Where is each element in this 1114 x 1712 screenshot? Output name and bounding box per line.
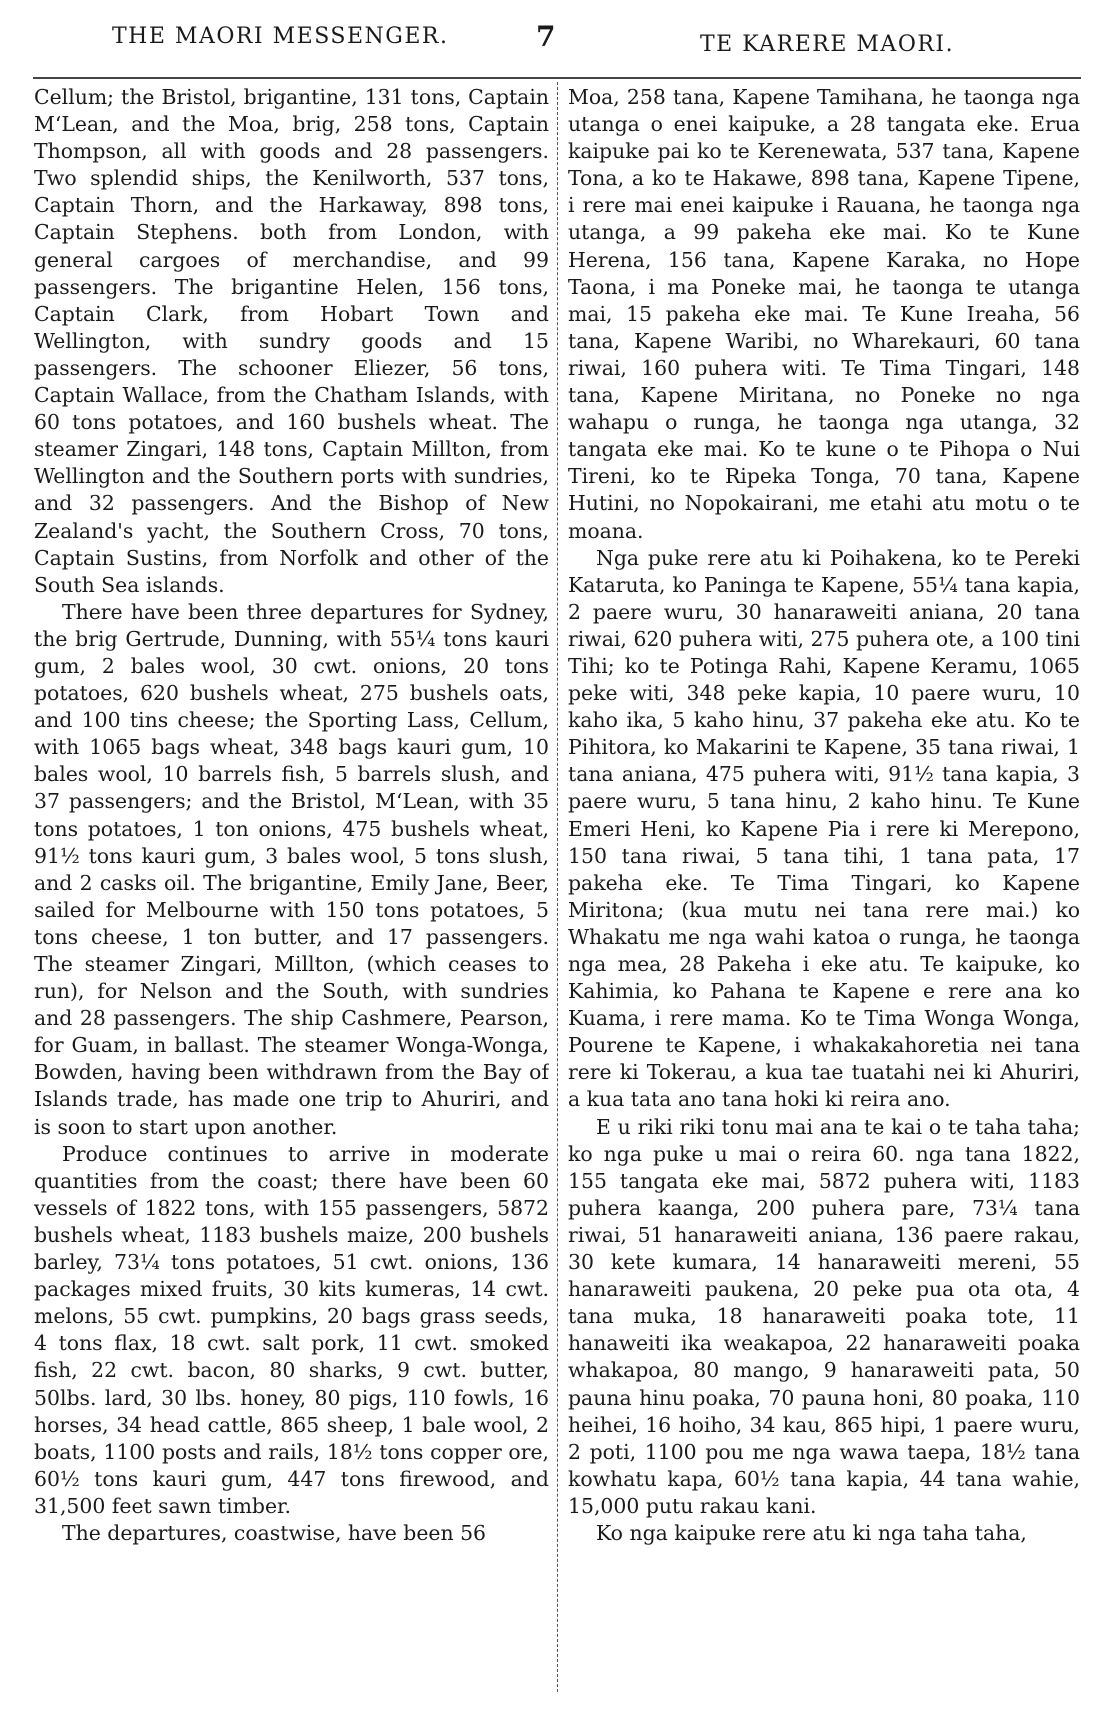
maori-paragraph-2: Nga puke rere atu ki Poihakena, ko te Pereki Kataruta, ko Paninga te Kapene, 55¼ tana kapia, 2 paere wuru, 30 hanaraweiti aniana, 20 tana riwai, 620 puhera witi, 275 puhera ote, a 100 tini Tihi; ko te Potinga Rahi, Kapene Keramu, 1065 peke witi, 348 peke kapia, 10 paere wuru, 10 kaho ika, 5 kaho hinu, 37 pakeha eke atu. Ko te Pihitora, ko Makarini te Kapene, 35 tana riwai, 1 tana aniana, 475 puhera witi, 91½ tana kapia, 3 paere wuru, 5 tana hinu, 2 kaho hinu. Te Kune Emeri Heni, ko Kapene Pia i rere ki Merepono, 150 tana riwai, 5 tana tihi, 1 tana pata, 17 pakeha eke. Te Tima Tingari, ko Kapene Miritona; (kua mutu nei tana rere mai.) ko Whakatu me nga wahi katoa o runga, he taonga nga mea, 28 Pakeha i eke atu. Te kaipuke, ko Kahimia, ko Pahana te Kapene e rere ana ko Kuama, i rere mama. Ko te Tima Wonga Wonga, Pourene te Kapene, i whakakahoretia nei tana rere ki Tokerau, a kua tae tuatahi nei ki Ahuriri, a kua tata ano tana hoki ki reira ano.	[568, 545, 1080, 1112]
english-column	[34, 84, 549, 1704]
maori-paragraph-1: Moa, 258 tana, Kapene Tamihana, he taonga nga utanga o enei kaipuke, a 28 tangata eke. Erua kaipuke pai ko te Kerenewata, 537 tana, Kapene Tona, a ko te Hakawe, 898 tana, Kapene Tipene, i rere mai enei kaipuke i Rauana, he taonga nga utanga, a 99 pakeha eke mai. Ko te Kune Herena, 156 tana, Kapene Karaka, no Hope Taona, i ma Poneke mai, he taonga te utanga mai, 15 pakeha eke mai. Te Kune Ireaha, 56 tana, Kapene Waribi, no Wharekauri, 60 tana riwai, 160 puhera witi. Te Tima Tingari, 148 tana, Kapene Miritana, no Poneke no nga wahapu o runga, he taonga nga utanga, 32 tangata eke mai. Ko te kune o te Pihopa o Nui Tireni, ko te Ripeka Tonga, 70 tana, Kapene Hutini, no Nopokairani, me etahi atu motu o te moana.	[568, 85, 1080, 543]
column-divider	[557, 82, 558, 1692]
maori-paragraph-4: Ko nga kaipuke rere atu ki nga taha taha,	[596, 1520, 1027, 1545]
newspaper-title-english: THE MAORI MESSENGER.	[112, 24, 449, 49]
page-number: 7	[536, 20, 556, 53]
page-header	[0, 16, 1114, 66]
header-rule	[33, 77, 1081, 79]
english-paragraph-1: Cellum; the Bristol, brigantine, 131 tons, Captain M‘Lean, and the Moa, brig, 258 tons, Captain Thompson, all with goods and 28 passengers. Two splendid ships, the Kenilworth, 537 tons, Captain Thorn, and the Harkaway, 898 tons, Captain Stephens. both from London, with general cargoes of merchandise, and 99 passengers. The brigantine Helen, 156 tons, Captain Clark, from Hobart Town and Wellington, with sundry goods and 15 passengers. The schooner Eliezer, 56 tons, Captain Wallace, from the Chatham Islands, with 60 tons potatoes, and 160 bushels wheat. The steamer Zingari, 148 tons, Captain Millton, from Wellington and the Southern ports with sundries, and 32 passengers. And the Bishop of New Zealand's yacht, the Southern Cross, 70 tons, Captain Sustins, from Norfolk and other of the South Sea islands.	[34, 85, 549, 597]
english-paragraph-4: The departures, coastwise, have been 56	[62, 1520, 487, 1545]
maori-column	[568, 84, 1080, 1704]
english-paragraph-2: There have been three departures for Sydney, the brig Gertrude, Dunning, with 55¼ tons kauri gum, 2 bales wool, 30 cwt. onions, 20 tons potatoes, 620 bushels wheat, 275 bushels oats, and 100 tins cheese; the Sporting Lass, Cellum, with 1065 bags wheat, 348 bags kauri gum, 10 bales wool, 10 barrels fish, 5 barrels slush, and 37 passengers; and the Bristol, M‘Lean, with 35 tons potatoes, 1 ton onions, 475 bushels wheat, 91½ tons kauri gum, 3 bales wool, 5 tons slush, and 2 casks oil. The brigantine, Emily Jane, Beer, sailed for Melbourne with 150 tons potatoes, 5 tons cheese, 1 ton butter, and 17 passengers. The steamer Zingari, Millton, (which ceases to run), for Nelson and the South, with sundries and 28 passengers. The ship Cashmere, Pearson, for Guam, in ballast. The steamer Wonga-Wonga, Bowden, having been withdrawn from the Bay of Islands trade, has made one trip to Ahuriri, and is soon to start upon another.	[34, 599, 549, 1139]
maori-paragraph-3: E u riki riki tonu mai ana te kai o te taha taha; ko nga puke u mai o reira 60. nga tana 1822, 155 tangata eke mai, 5872 puhera witi, 1183 puhera kaanga, 200 puhera pare, 73¼ tana riwai, 51 hanaraweiti aniana, 136 paere rakau, 30 kete kumara, 14 hanaraweiti mereni, 55 hanaraweiti paukena, 20 peke pua ota ota, 4 tana muka, 18 hanaraweiti poaka tote, 11 hanaweiti ika weakapoa, 22 hanaraweiti poaka whakapoa, 80 mango, 9 hanaraweiti pata, 50 pauna hinu poaka, 70 pauna honi, 80 poaka, 110 heihei, 16 hoiho, 34 kau, 865 hipi, 1 paere wuru, 2 poti, 1100 pou me nga wawa taepa, 18½ tana kowhatu kapa, 60½ tana kapia, 44 tana wahie, 15,000 putu rakau kani.	[568, 1114, 1080, 1518]
english-paragraph-3: Produce continues to arrive in moderate quantities from the coast; there have been 60 vessels of 1822 tons, with 155 passengers, 5872 bushels wheat, 1183 bushels maize, 200 bushels barley, 73¼ tons potatoes, 51 cwt. onions, 136 packages mixed fruits, 30 kits kumeras, 14 cwt. melons, 55 cwt. pumpkins, 20 bags grass seeds, 4 tons flax, 18 cwt. salt pork, 11 cwt. smoked fish, 22 cwt. bacon, 80 sharks, 9 cwt. butter, 50lbs. lard, 30 lbs. honey, 80 pigs, 110 fowls, 16 horses, 34 head cattle, 865 sheep, 1 bale wool, 2 boats, 1100 posts and rails, 18½ tons copper ore, 60½ tons kauri gum, 447 tons firewood, and 31,500 feet sawn timber.	[34, 1141, 549, 1518]
newspaper-title-maori: TE KARERE MAORI.	[700, 32, 955, 57]
